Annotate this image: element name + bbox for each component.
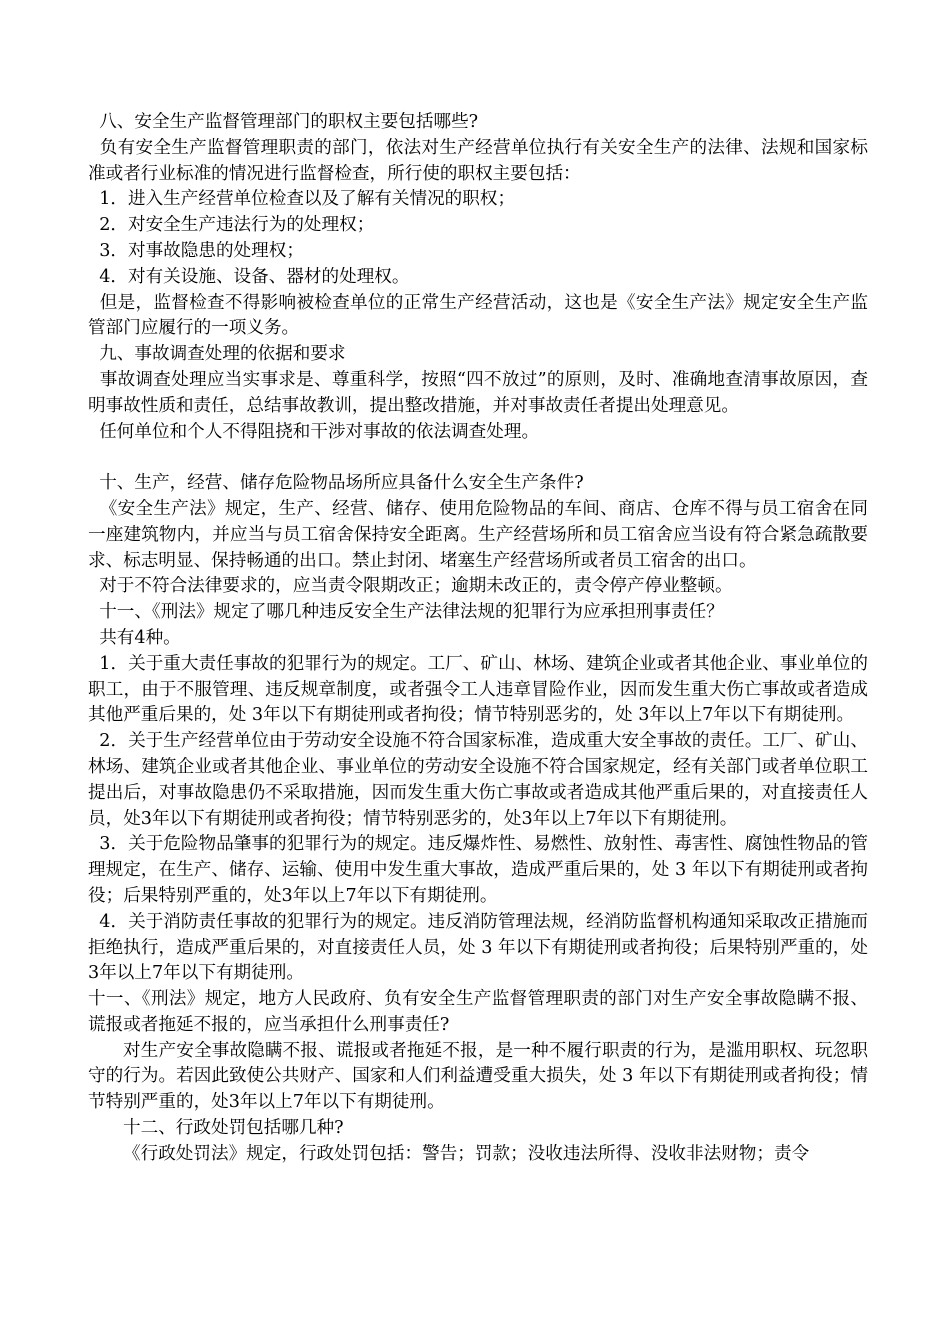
paragraph: 任何单位和个人不得阻挠和干涉对事故的依法调查处理。	[88, 421, 540, 442]
paragraph: 八、安全生产监督管理部门的职权主要包括哪些?	[88, 112, 479, 132]
paragraph: 《行政处罚法》规定，行政处罚包括：警告；罚款；没收违法所得、没收非法财物；责令	[123, 1143, 810, 1164]
paragraph: 负有安全生产监督管理职责的部门，依法对生产经营单位执行有关安全生产的法律、法规和国家标准或者行业标准的情况进行监督检查，所行使的职权主要包括：	[88, 137, 868, 184]
paragraph: 4．对有关设施、设备、器材的处理权。	[88, 266, 410, 287]
paragraph: 九、事故调查处理的依据和要求	[88, 344, 346, 365]
paragraph: 共有4种。	[88, 627, 181, 648]
paragraph: 十、生产，经营、储存危险物品场所应具备什么安全生产条件?	[88, 473, 584, 494]
paragraph: 《安全生产法》规定，生产、经营、储存、使用危险物品的车间、商店、仓库不得与员工宿舍在同一座建筑物内，并应当与员工宿舍保持安全距离。生产经营场所和员工宿舍应当设有符合紧急疏散要求、标志明显、保持畅通的出口。禁止封闭、堵塞生产经营场所或者员工宿舍的出口。	[88, 498, 868, 571]
document-page	[88, 110, 868, 1168]
paragraph: 十二、行政处罚包括哪几种?	[123, 1118, 344, 1139]
paragraph: 1．进入生产经营单位检查以及了解有关情况的职权；	[88, 189, 516, 210]
paragraph: 对生产安全事故隐瞒不报、谎报或者拖延不报，是一种不履行职责的行为，是滥用职权、玩忽职守的行为。若因此致使公共财产、国家和人们利益遭受重大损失，处 3 年以下有期徒刑或者拘役；情节特别严重的，处3年以上7年以下有期徒刑。	[88, 1040, 868, 1113]
paragraph: 4．关于消防责任事故的犯罪行为的规定。违反消防管理法规，经消防监督机构通知采取改正措施而拒绝执行，造成严重后果的，对直接责任人员，处 3 年以下有期徒刑或者拘役；后果特别严重的，处3年以上7年以下有期徒刑。	[88, 911, 868, 984]
paragraph: 事故调查处理应当实事求是、尊重科学，按照“四不放过”的原则，及时、准确地查清事故原因，查明事故性质和责任，总结事故教训，提出整改措施，并对事故责任者提出处理意见。	[88, 369, 868, 416]
paragraph: 对于不符合法律要求的，应当责令限期改正；逾期未改正的，责令停产停业整顿。	[88, 576, 733, 597]
paragraph: 3．关于危险物品肇事的犯罪行为的规定。违反爆炸性、易燃性、放射性、毒害性、腐蚀性物品的管理规定，在生产、储存、运输、使用中发生重大事故，造成严重后果的，处 3 年以下有期徒刑或者拘役；后果特别严重的，处3年以上7年以下有期徒刑。	[88, 834, 868, 906]
blank-line	[88, 445, 868, 471]
paragraph: 十一、《刑法》规定了哪几种违反安全生产法律法规的犯罪行为应承担刑事责任？	[88, 602, 724, 623]
paragraph: 2．对安全生产违法行为的处理权；	[88, 215, 375, 236]
paragraph: 1．关于重大责任事故的犯罪行为的规定。工厂、矿山、林场、建筑企业或者其他企业、事业单位的职工，由于不服管理、违反规章制度，或者强令工人违章冒险作业，因而发生重大伤亡事故或者造成其他严重后果的，处 3年以下有期徒刑或者拘役；情节特别恶劣的，处 3年以上7年以下有期徒刑。	[88, 653, 868, 726]
paragraph: 3．对事故隐患的处理权；	[88, 240, 304, 261]
paragraph: 2．关于生产经营单位由于劳动安全设施不符合国家标准，造成重大安全事故的责任。工厂、矿山、林场、建筑企业或者其他企业、事业单位的劳动安全设施不符合国家规定，经有关部门或者单位职工提出后，对事故隐患仍不采取措施，因而发生重大伤亡事故或者造成其他严重后果的，对直接责任人员，处3年以下有期徒刑或者拘役；情节特别恶劣的，处3年以上7年以下有期徒刑。	[88, 731, 868, 829]
paragraph: 十一、《刑法》规定，地方人民政府、负有安全生产监督管理职责的部门对生产安全事故隐瞒不报、谎报或者拖延不报的，应当承担什么刑事责任?	[88, 989, 868, 1035]
paragraph: 但是，监督检查不得影响被检查单位的正常生产经营活动，这也是《安全生产法》规定安全生产监管部门应履行的一项义务。	[88, 292, 868, 339]
